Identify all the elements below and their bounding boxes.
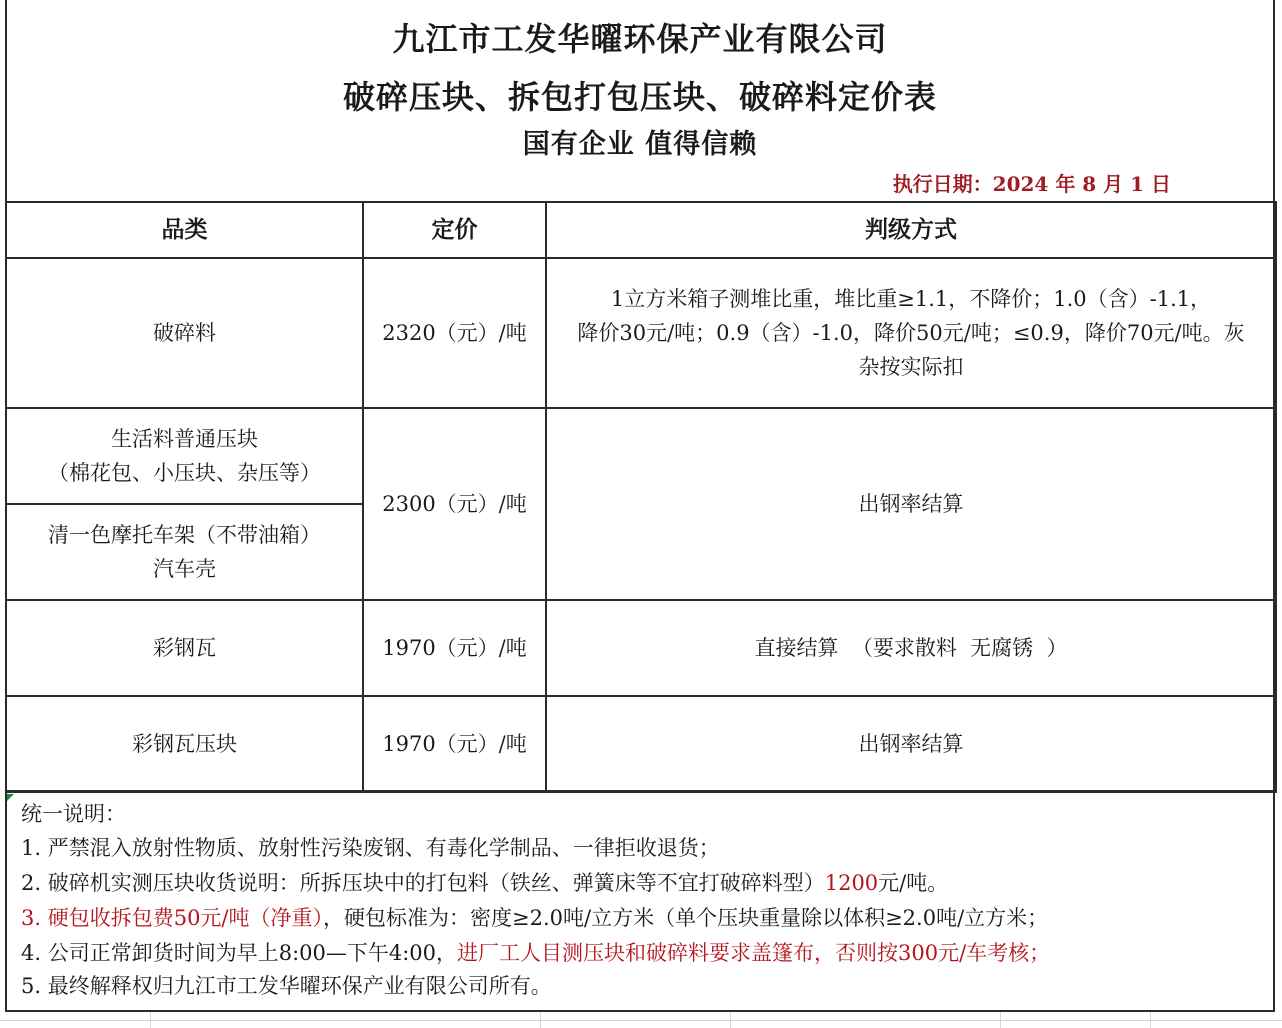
note-highlight: 进厂工人目测压块和破碎料要求盖篷布，否则按300元/车考核； — [457, 941, 1051, 965]
column-header-grading: 判级方式 — [546, 202, 1276, 258]
table-row — [6, 408, 1276, 504]
note-item — [21, 937, 1050, 967]
grading-line: 1立方米箱子测堆比重，堆比重≥1.1，不降价；1.0（含）-1.1， — [610, 287, 1212, 311]
table-row — [6, 696, 1276, 792]
spreadsheet-gridline — [730, 1012, 731, 1028]
spreadsheet-gridline — [1000, 1012, 1001, 1028]
column-header-price: 定价 — [363, 202, 546, 258]
slogan: 国有企业 值得信赖 — [522, 129, 758, 160]
category-line: 生活料普通压块 — [111, 427, 258, 451]
pricing-table — [5, 201, 1277, 793]
category-cell — [6, 408, 363, 504]
note-item — [21, 867, 948, 897]
grading-cell: 出钢率结算 — [546, 696, 1276, 792]
note-text: 元/吨。 — [878, 871, 949, 895]
notes-section — [5, 790, 1275, 1012]
table-row — [6, 600, 1276, 696]
notes-heading: 统一说明： — [21, 802, 126, 826]
note-item: 5. 最终解释权归九江市工发华曜环保产业有限公司所有。 — [21, 974, 552, 998]
company-title: 九江市工发华曜环保产业有限公司 — [392, 20, 888, 58]
price-cell: 1970（元）/吨 — [363, 600, 546, 696]
note-text: 2. 破碎机实测压块收货说明：所拆压块中的打包料（铁丝、弹簧床等不宜打破碎料型） — [21, 871, 825, 895]
note-highlight: 1200 — [824, 871, 879, 895]
spreadsheet-gridline — [1150, 1012, 1151, 1028]
note-text: 4. 公司正常卸货时间为早上8:00—下午4:00， — [21, 941, 458, 965]
spreadsheet-gridline — [540, 1012, 541, 1028]
grading-cell: 出钢率结算 — [546, 408, 1276, 600]
grading-line: 降价30元/吨；0.9（含）-1.0，降价50元/吨；≤0.9，降价70元/吨。灰 — [577, 321, 1245, 345]
table-row — [6, 258, 1276, 408]
category-line: 汽车壳 — [153, 557, 216, 581]
sheet-header — [5, 0, 1275, 202]
note-item — [21, 902, 1048, 932]
grading-cell — [546, 258, 1276, 408]
execution-date: 执行日期：2024 年 8 月 1 日 — [892, 172, 1171, 196]
category-cell: 破碎料 — [6, 258, 363, 408]
note-item: 1. 严禁混入放射性物质、放射性污染废钢、有毒化学制品、一律拒收退货； — [21, 836, 720, 860]
spreadsheet-gridline — [0, 1020, 1282, 1021]
grading-line: 杂按实际扣 — [858, 355, 964, 379]
category-line: （棉花包、小压块、杂压等） — [48, 461, 321, 485]
column-header-category: 品类 — [6, 202, 363, 258]
price-cell: 2300（元）/吨 — [363, 408, 546, 600]
category-line: 清一色摩托车架（不带油箱） — [48, 523, 321, 547]
category-cell — [6, 504, 363, 600]
table-header-row — [6, 202, 1276, 258]
price-cell: 1970（元）/吨 — [363, 696, 546, 792]
grading-cell: 直接结算 （要求散料 无腐锈 ） — [546, 600, 1276, 696]
category-cell: 彩钢瓦 — [6, 600, 363, 696]
category-cell: 彩钢瓦压块 — [6, 696, 363, 792]
note-highlight: 3. 硬包收拆包费50元/吨（净重） — [21, 906, 324, 930]
price-cell: 2320（元）/吨 — [363, 258, 546, 408]
note-text: ，硬包标准为：密度≥2.0吨/立方米（单个压块重量除以体积≥2.0吨/立方米； — [323, 906, 1049, 930]
table-title: 破碎压块、拆包打包压块、破碎料定价表 — [342, 78, 937, 116]
cell-comment-marker — [7, 794, 14, 801]
spreadsheet-gridline — [150, 1012, 151, 1028]
